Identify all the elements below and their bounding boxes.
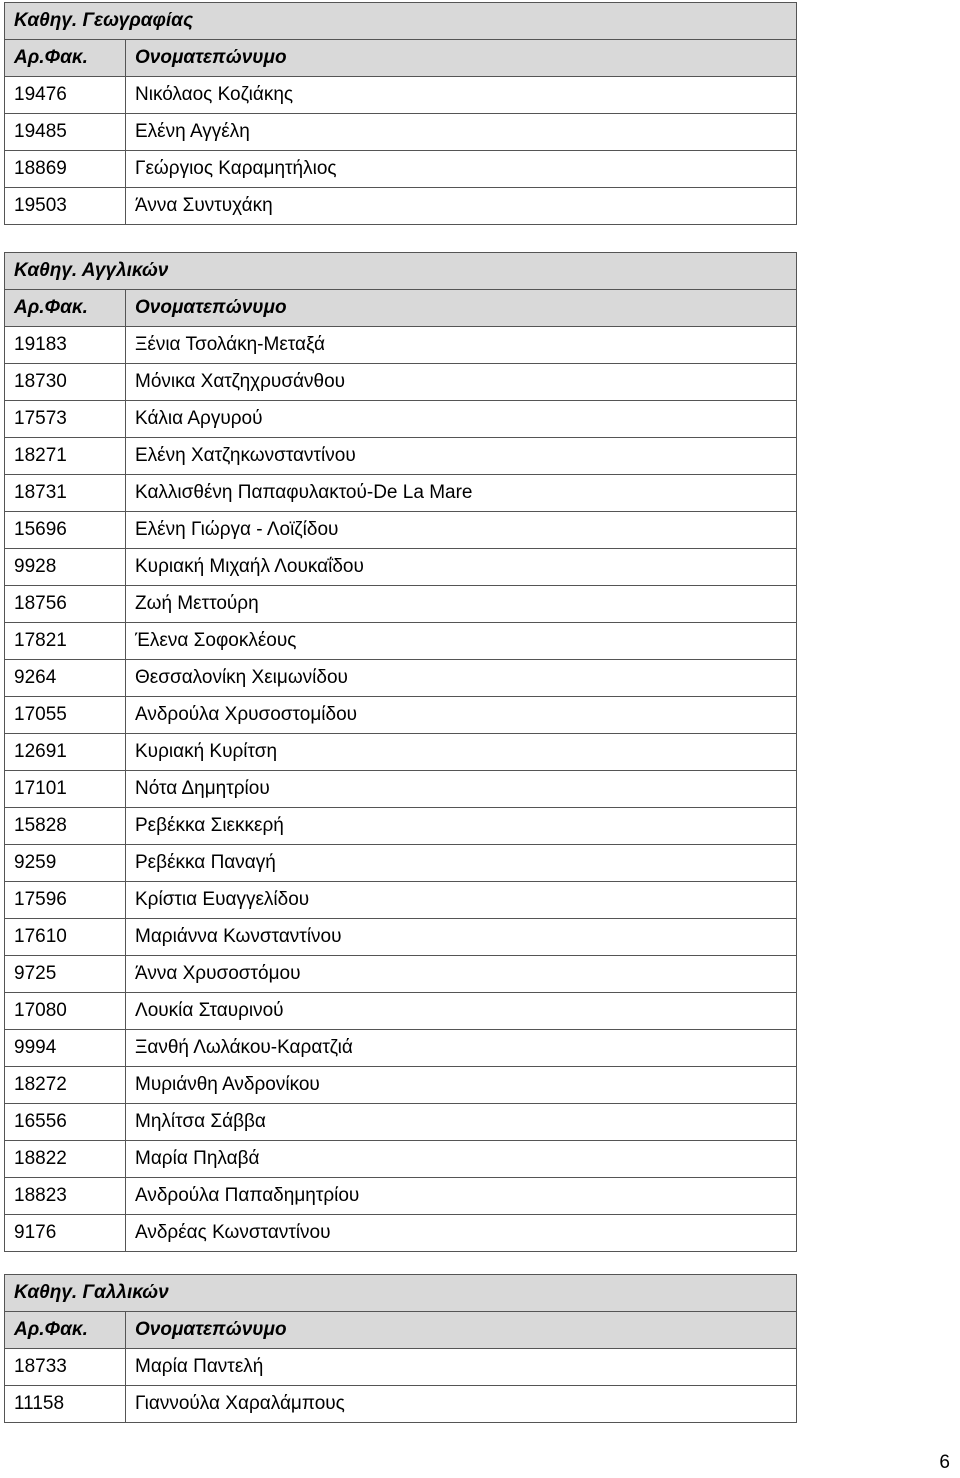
table-row [5,993,797,1030]
column-header-file-number: Αρ.Φακ. [5,1312,126,1349]
section-table [4,1274,797,1423]
file-number-cell: 17573 [5,401,126,438]
full-name-cell: Νότα Δημητρίου [126,771,797,808]
full-name-cell: Άννα Χρυσοστόμου [126,956,797,993]
full-name-cell: Ξανθή Λωλάκου-Καρατζιά [126,1030,797,1067]
file-number-cell: 18756 [5,586,126,623]
file-number-cell: 15828 [5,808,126,845]
table-row [5,1030,797,1067]
full-name-cell: Άννα Συντυχάκη [126,188,797,225]
table-row [5,364,797,401]
full-name-cell: Κυριακή Κυρίτση [126,734,797,771]
file-number-cell: 19485 [5,114,126,151]
table-row [5,512,797,549]
table-row [5,845,797,882]
table-row [5,1215,797,1252]
file-number-cell: 9264 [5,660,126,697]
file-number-cell: 9994 [5,1030,126,1067]
column-header-row [5,40,797,77]
column-header-file-number: Αρ.Φακ. [5,40,126,77]
column-header-full-name: Ονοματεπώνυμο [126,1312,797,1349]
file-number-cell: 17101 [5,771,126,808]
table-row [5,660,797,697]
table-row [5,1067,797,1104]
full-name-cell: Μυριάνθη Ανδρονίκου [126,1067,797,1104]
table-row [5,151,797,188]
full-name-cell: Ελένη Αγγέλη [126,114,797,151]
full-name-cell: Ανδρούλα Χρυσοστομίδου [126,697,797,734]
table-row [5,623,797,660]
file-number-cell: 18822 [5,1141,126,1178]
table-row [5,475,797,512]
table-row [5,188,797,225]
file-number-cell: 19476 [5,77,126,114]
full-name-cell: Μαριάννα Κωνσταντίνου [126,919,797,956]
full-name-cell: Μαρία Πηλαβά [126,1141,797,1178]
column-header-file-number: Αρ.Φακ. [5,290,126,327]
full-name-cell: Γιαννούλα Χαραλάμπους [126,1386,797,1423]
table-row [5,1349,797,1386]
full-name-cell: Ρεβέκκα Παναγή [126,845,797,882]
file-number-cell: 15696 [5,512,126,549]
table-row [5,327,797,364]
full-name-cell: Μόνικα Χατζηχρυσάνθου [126,364,797,401]
file-number-cell: 17055 [5,697,126,734]
full-name-cell: Κάλια Αργυρού [126,401,797,438]
column-header-row [5,290,797,327]
full-name-cell: Ζωή Μεττούρη [126,586,797,623]
full-name-cell: Γεώργιος Καραμητήλιος [126,151,797,188]
table-row [5,1141,797,1178]
file-number-cell: 12691 [5,734,126,771]
page-number: 6 [939,1452,950,1473]
full-name-cell: Ελένη Γιώργα - Λοϊζίδου [126,512,797,549]
full-name-cell: Μαρία Παντελή [126,1349,797,1386]
full-name-cell: Κυριακή Μιχαήλ Λουκαΐδου [126,549,797,586]
file-number-cell: 9725 [5,956,126,993]
full-name-cell: Μηλίτσα Σάββα [126,1104,797,1141]
column-header-row [5,1312,797,1349]
table-row [5,114,797,151]
file-number-cell: 19503 [5,188,126,225]
column-header-full-name: Ονοματεπώνυμο [126,40,797,77]
full-name-cell: Ανδρέας Κωνσταντίνου [126,1215,797,1252]
file-number-cell: 9176 [5,1215,126,1252]
file-number-cell: 18869 [5,151,126,188]
table-row [5,438,797,475]
full-name-cell: Λουκία Σταυρινού [126,993,797,1030]
section-title: Καθηγ. Γαλλικών [5,1275,797,1312]
file-number-cell: 18733 [5,1349,126,1386]
section-title-row [5,3,797,40]
table-row [5,956,797,993]
table-row [5,549,797,586]
file-number-cell: 18272 [5,1067,126,1104]
table-row [5,1386,797,1423]
table-row [5,808,797,845]
file-number-cell: 11158 [5,1386,126,1423]
full-name-cell: Ρεβέκκα Σιεκκερή [126,808,797,845]
file-number-cell: 17080 [5,993,126,1030]
section-table [4,2,797,225]
table-row [5,882,797,919]
file-number-cell: 18823 [5,1178,126,1215]
full-name-cell: Ελένη Χατζηκωνσταντίνου [126,438,797,475]
column-header-full-name: Ονοματεπώνυμο [126,290,797,327]
full-name-cell: Ανδρούλα Παπαδημητρίου [126,1178,797,1215]
file-number-cell: 9259 [5,845,126,882]
full-name-cell: Έλενα Σοφοκλέους [126,623,797,660]
file-number-cell: 17596 [5,882,126,919]
full-name-cell: Ξένια Τσολάκη-Μεταξά [126,327,797,364]
file-number-cell: 17821 [5,623,126,660]
table-row [5,1104,797,1141]
section-title: Καθηγ. Γεωγραφίας [5,3,797,40]
section-title-row [5,1275,797,1312]
file-number-cell: 16556 [5,1104,126,1141]
file-number-cell: 19183 [5,327,126,364]
table-row [5,401,797,438]
file-number-cell: 17610 [5,919,126,956]
full-name-cell: Καλλισθένη Παπαφυλακτού-De La Mare [126,475,797,512]
section-table [4,252,797,1252]
table-row [5,734,797,771]
section-title-row [5,253,797,290]
file-number-cell: 18730 [5,364,126,401]
table-row [5,586,797,623]
file-number-cell: 18271 [5,438,126,475]
file-number-cell: 18731 [5,475,126,512]
table-row [5,697,797,734]
table-row [5,771,797,808]
table-row [5,1178,797,1215]
table-row [5,77,797,114]
file-number-cell: 9928 [5,549,126,586]
table-row [5,919,797,956]
section-title: Καθηγ. Αγγλικών [5,253,797,290]
full-name-cell: Κρίστια Ευαγγελίδου [126,882,797,919]
full-name-cell: Νικόλαος Κοζιάκης [126,77,797,114]
full-name-cell: Θεσσαλονίκη Χειμωνίδου [126,660,797,697]
